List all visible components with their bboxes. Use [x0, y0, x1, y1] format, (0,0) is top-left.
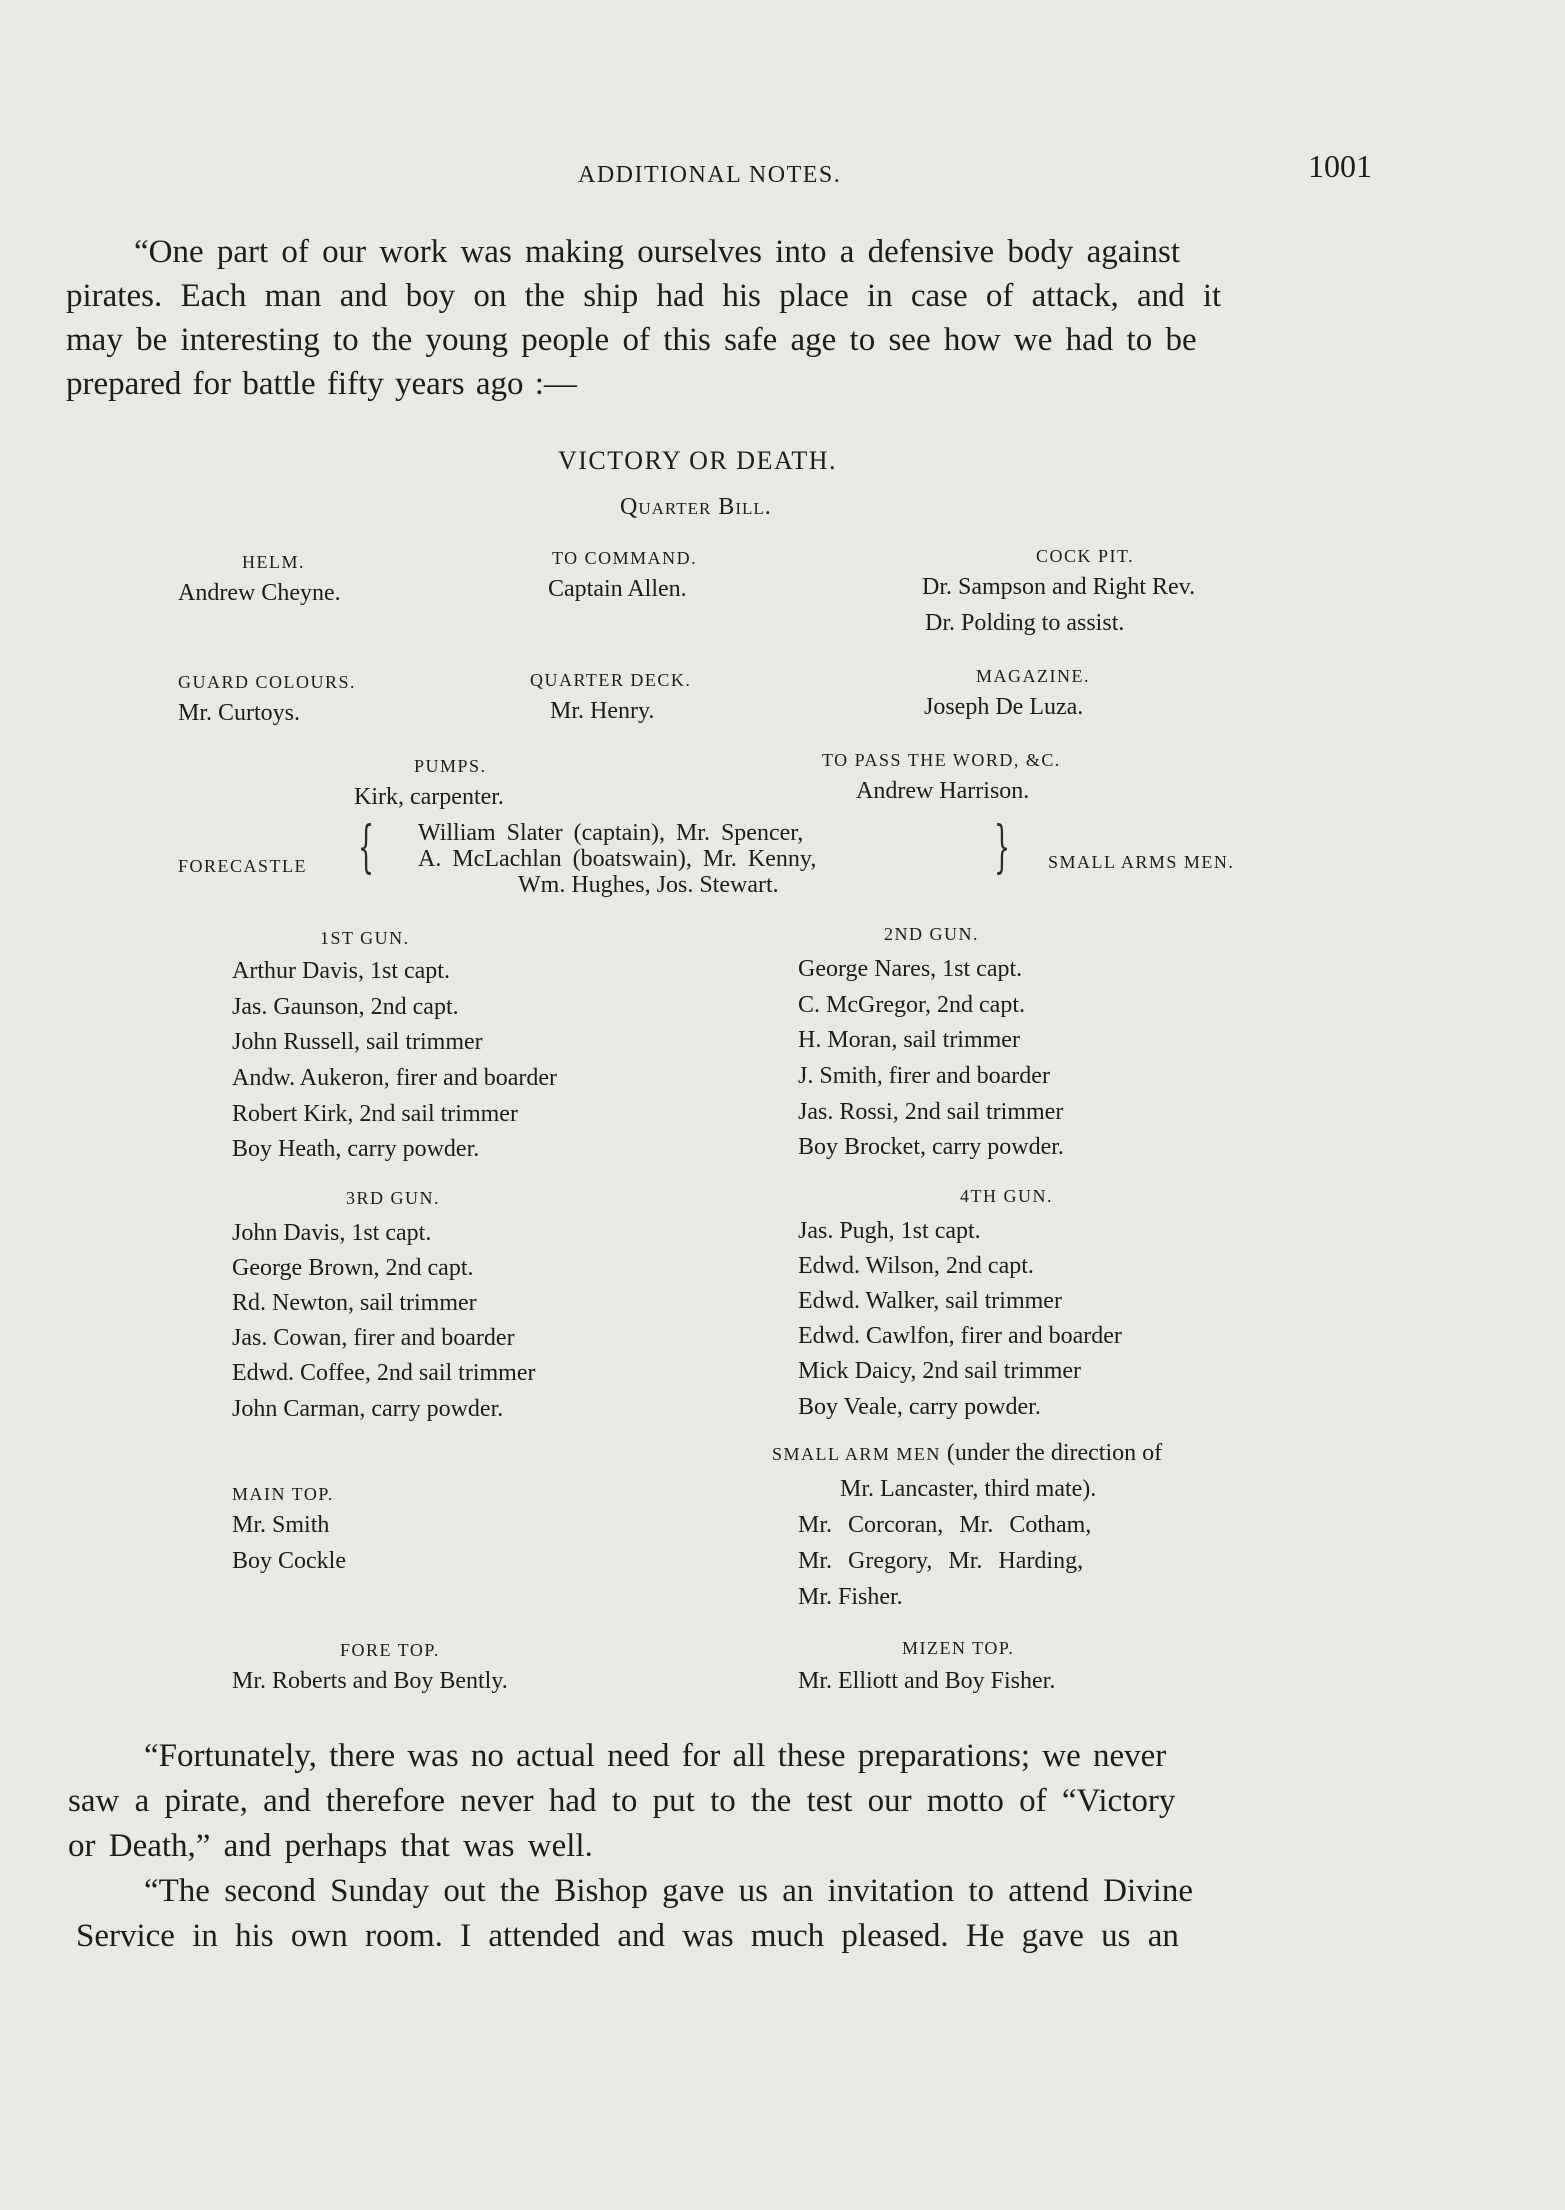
gun2-crew: C. McGregor, 2nd capt.: [798, 992, 1025, 1018]
gun4-label: 4TH GUN.: [960, 1186, 1053, 1206]
gun1-crew: John Russell, sail trimmer: [232, 1029, 483, 1055]
small-arms-men-label: SMALL ARMS MEN.: [1048, 852, 1235, 872]
gun3-crew: John Carman, carry powder.: [232, 1396, 504, 1422]
gun2-crew: Boy Brocket, carry powder.: [798, 1134, 1064, 1160]
running-title: ADDITIONAL NOTES.: [578, 162, 842, 188]
forecastle-name: Wm. Hughes, Jos. Stewart.: [518, 872, 779, 898]
text-line: pirates. Each man and boy on the ship had his place in case of attack, and it: [66, 278, 1222, 314]
forecastle-name: William Slater (captain), Mr. Spencer,: [418, 820, 804, 846]
gun4-crew: Edwd. Cawlfon, firer and boarder: [798, 1323, 1122, 1349]
quarter-deck-label: QUARTER DECK.: [530, 670, 692, 690]
main-top-name: Boy Cockle: [232, 1548, 346, 1574]
fore-top-label: FORE TOP.: [340, 1640, 440, 1660]
command-name: Captain Allen.: [548, 576, 687, 602]
small-arm-men-heading: [772, 1440, 1162, 1467]
magazine-name: Joseph De Luza.: [924, 694, 1084, 720]
quarter-deck-name: Mr. Henry.: [550, 698, 655, 724]
gun4-crew: Boy Veale, carry powder.: [798, 1394, 1041, 1420]
gun3-crew: John Davis, 1st capt.: [232, 1220, 432, 1246]
gun1-crew: Jas. Gaunson, 2nd capt.: [232, 994, 459, 1020]
helm-label: HELM.: [242, 552, 305, 572]
main-top-name: Mr. Smith: [232, 1512, 330, 1538]
gun2-crew: J. Smith, firer and boarder: [798, 1063, 1050, 1089]
gun3-crew: Rd. Newton, sail trimmer: [232, 1290, 477, 1316]
mizen-top-name: Mr. Elliott and Boy Fisher.: [798, 1668, 1056, 1694]
command-label: TO COMMAND.: [552, 548, 698, 568]
helm-name: Andrew Cheyne.: [178, 580, 341, 606]
gun3-label: 3RD GUN.: [346, 1188, 441, 1208]
text-line: saw a pirate, and therefore never had to put to the test our motto of “Victory: [68, 1783, 1176, 1819]
pass-word-label: TO PASS THE WORD, &C.: [822, 750, 1061, 770]
guard-colours-label: GUARD COLOURS.: [178, 672, 357, 692]
pumps-name: Kirk, carpenter.: [354, 784, 504, 810]
small-arm-men-label: SMALL ARM MEN: [772, 1444, 941, 1464]
bill-subtitle: Quarter Bill.: [620, 494, 772, 520]
cockpit-label: COCK PIT.: [1036, 546, 1135, 566]
gun4-crew: Edwd. Walker, sail trimmer: [798, 1288, 1062, 1314]
text-line: “One part of our work was making ourselves into a defensive body against: [134, 234, 1181, 270]
cockpit-name: Dr. Sampson and Right Rev.: [922, 574, 1196, 600]
text-line: or Death,” and perhaps that was well.: [68, 1828, 593, 1864]
guard-colours-name: Mr. Curtoys.: [178, 700, 301, 726]
text-line: prepared for battle fifty years ago :—: [66, 366, 577, 402]
small-arm-men-names: Mr. Gregory, Mr. Harding,: [798, 1548, 1084, 1574]
text-line: “Fortunately, there was no actual need for all these preparations; we never: [144, 1738, 1167, 1774]
gun2-crew: Jas. Rossi, 2nd sail trimmer: [798, 1099, 1064, 1125]
gun2-crew: H. Moran, sail trimmer: [798, 1027, 1020, 1053]
text-line: Service in his own room. I attended and was much pleased. He gave us an: [76, 1918, 1179, 1954]
gun4-crew: Mick Daicy, 2nd sail trimmer: [798, 1358, 1082, 1384]
small-arm-men-direction: Mr. Lancaster, third mate).: [840, 1476, 1097, 1502]
gun1-crew: Boy Heath, carry powder.: [232, 1136, 480, 1162]
right-brace-icon: }: [994, 815, 1011, 880]
gun3-crew: Edwd. Coffee, 2nd sail trimmer: [232, 1360, 536, 1386]
pass-word-name: Andrew Harrison.: [856, 778, 1030, 804]
gun4-crew: Edwd. Wilson, 2nd capt.: [798, 1253, 1034, 1279]
gun4-crew: Jas. Pugh, 1st capt.: [798, 1218, 981, 1244]
mizen-top-label: MIZEN TOP.: [902, 1638, 1015, 1658]
text-line: may be interesting to the young people of this safe age to see how we had to be: [66, 322, 1197, 358]
small-arm-men-names: Mr. Corcoran, Mr. Cotham,: [798, 1512, 1092, 1538]
cockpit-name: Dr. Polding to assist.: [925, 610, 1125, 636]
magazine-label: MAGAZINE.: [976, 666, 1090, 686]
left-brace-icon: {: [358, 815, 375, 880]
gun2-label: 2ND GUN.: [884, 924, 979, 944]
forecastle-name: A. McLachlan (boatswain), Mr. Kenny,: [418, 846, 817, 872]
pumps-label: PUMPS.: [414, 756, 487, 776]
forecastle-label: FORECASTLE: [178, 856, 308, 876]
small-arm-men-note: (under the direction of: [940, 1440, 1163, 1466]
gun2-crew: George Nares, 1st capt.: [798, 956, 1023, 982]
gun1-crew: Andw. Aukeron, firer and boarder: [232, 1065, 557, 1091]
gun1-label: 1ST GUN.: [320, 928, 410, 948]
page-number: 1001: [1308, 148, 1372, 184]
gun1-crew: Arthur Davis, 1st capt.: [232, 958, 450, 984]
small-arm-men-names: Mr. Fisher.: [798, 1584, 903, 1610]
main-top-label: MAIN TOP.: [232, 1484, 334, 1504]
fore-top-name: Mr. Roberts and Boy Bently.: [232, 1668, 508, 1694]
text-line: “The second Sunday out the Bishop gave us an invitation to attend Divine: [144, 1873, 1193, 1909]
gun3-crew: George Brown, 2nd capt.: [232, 1255, 474, 1281]
bill-title: VICTORY OR DEATH.: [558, 446, 838, 475]
gun3-crew: Jas. Cowan, firer and boarder: [232, 1325, 515, 1351]
gun1-crew: Robert Kirk, 2nd sail trimmer: [232, 1101, 518, 1127]
